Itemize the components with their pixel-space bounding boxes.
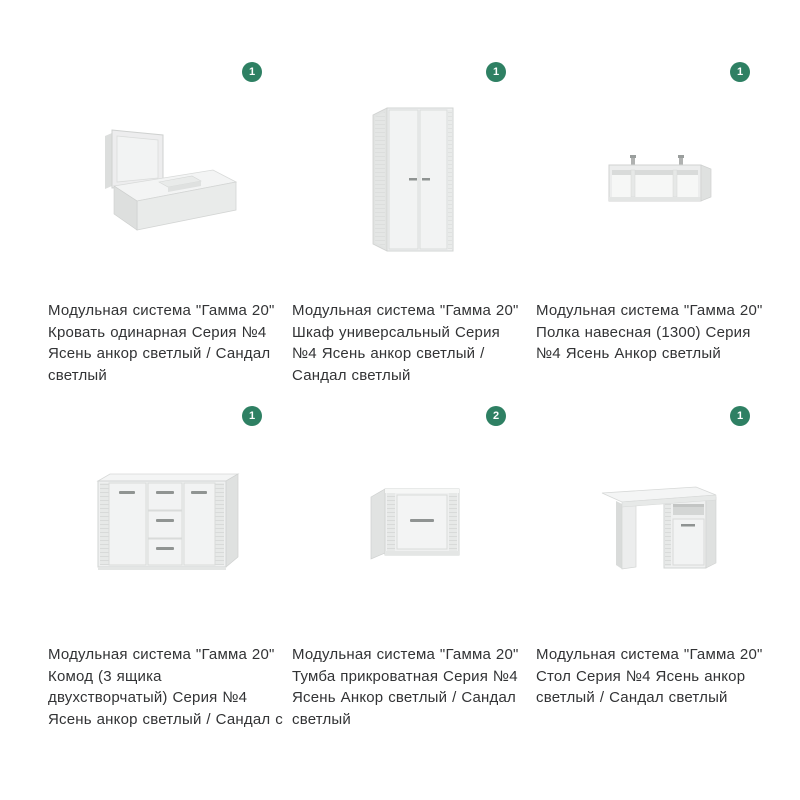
- product-image-bed: [48, 82, 292, 300]
- product-title: Модульная система "Гамма 20" Тумба прикроватная Серия №4 Ясень Анкор светлый / Сандал светлый: [292, 646, 519, 728]
- product-image-dresser: [48, 426, 292, 644]
- product-card-bed[interactable]: [48, 62, 292, 406]
- desk-icon: [598, 471, 718, 574]
- quantity-badge: 1: [486, 62, 506, 82]
- badge-row: [536, 62, 780, 82]
- product-image-nightstand: [292, 426, 536, 644]
- product-title: Модульная система "Гамма 20" Шкаф универсальный Серия №4 Ясень анкор светлый / Сандал светлый: [292, 302, 519, 384]
- product-image-wall-shelf: [536, 82, 780, 300]
- product-image-desk: [536, 426, 780, 644]
- product-title: Модульная система "Гамма 20" Комод (3 ящика двухстворчатый) Серия №4 Ясень анкор светлый / Сандал с: [48, 646, 283, 728]
- badge-row: [48, 406, 292, 426]
- badge-row: [292, 406, 536, 426]
- quantity-badge: 1: [730, 62, 750, 82]
- quantity-badge: 1: [242, 62, 262, 82]
- product-title: Модульная система "Гамма 20" Полка навесная (1300) Серия №4 Ясень Анкор светлый: [536, 302, 763, 362]
- badge-row: [48, 62, 292, 82]
- quantity-badge: 1: [730, 406, 750, 426]
- single-bed-icon: [95, 122, 245, 234]
- product-title: Модульная система "Гамма 20" Стол Серия №4 Ясень анкор светлый / Сандал светлый: [536, 646, 763, 706]
- nightstand-icon: [367, 483, 462, 561]
- product-card-nightstand[interactable]: [292, 406, 536, 750]
- product-card-dresser[interactable]: [48, 406, 292, 750]
- dresser-icon: [90, 467, 250, 577]
- wardrobe-icon: [369, 103, 459, 253]
- badge-row: [536, 406, 780, 426]
- wall-shelf-icon: [601, 151, 716, 206]
- product-card-wardrobe[interactable]: [292, 62, 536, 406]
- product-card-desk[interactable]: [536, 406, 780, 750]
- product-image-wardrobe: [292, 82, 536, 300]
- quantity-badge: 2: [486, 406, 506, 426]
- product-card-wall-shelf[interactable]: [536, 62, 780, 406]
- quantity-badge: 1: [242, 406, 262, 426]
- product-title: Модульная система "Гамма 20" Кровать одинарная Серия №4 Ясень анкор светлый / Сандал светлый: [48, 302, 275, 384]
- badge-row: [292, 62, 536, 82]
